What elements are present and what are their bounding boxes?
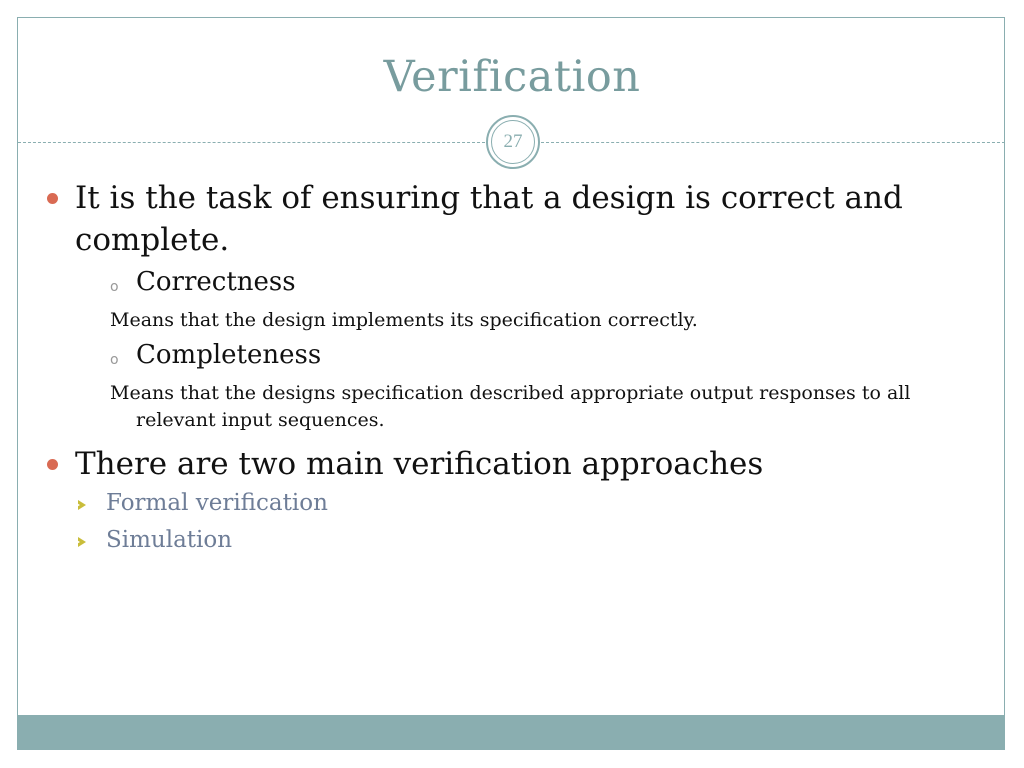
page-number: 27 <box>491 120 535 164</box>
bullet-dot-icon <box>47 459 58 470</box>
completeness-description <box>110 380 970 434</box>
arrow-bullet-icon <box>78 537 86 547</box>
arrow-bullet-icon <box>78 500 86 510</box>
completeness-description-line-1: Means that the designs specification described appropriate output responses to all <box>110 382 911 404</box>
sub-item-formal-verification: Formal verification <box>106 490 328 516</box>
sub-item-correctness: Correctness <box>136 267 296 297</box>
completeness-description-line-2: relevant input sequences. <box>136 409 385 431</box>
sub-item-completeness: Completeness <box>136 340 322 370</box>
bullet-dot-icon <box>47 193 58 204</box>
circle-bullet-icon: o <box>110 279 119 295</box>
sub-item-simulation: Simulation <box>106 527 233 553</box>
bullet-1-line-1: It is the task of ensuring that a design is correct and <box>75 180 903 216</box>
circle-bullet-icon: o <box>110 352 119 368</box>
bullet-1-line-2: complete. <box>75 222 230 258</box>
slide-title: Verification <box>383 52 641 102</box>
correctness-description: Means that the design implements its specification correctly. <box>110 309 698 331</box>
bullet-2-text: There are two main verification approaches <box>75 446 764 482</box>
